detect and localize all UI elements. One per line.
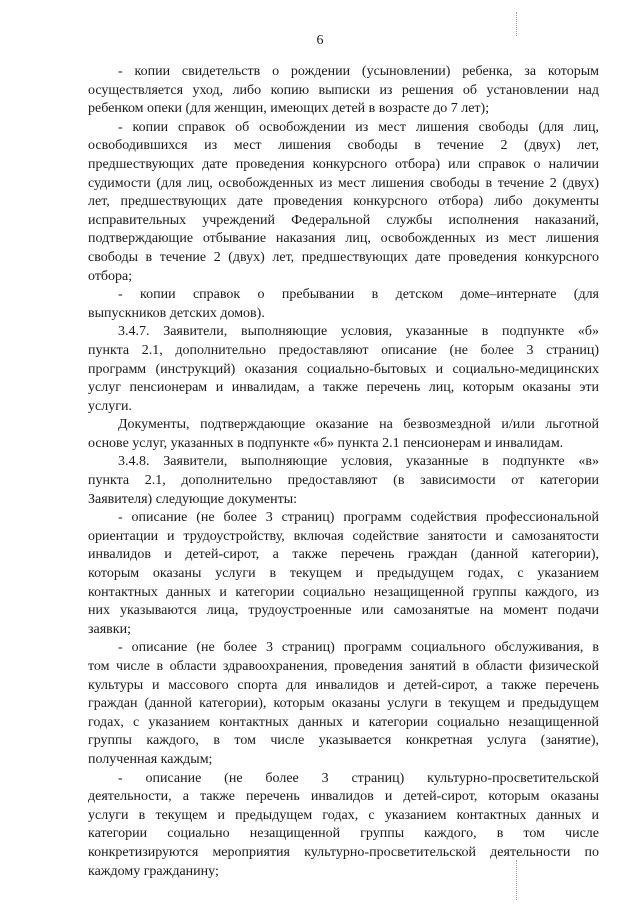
paragraph-cultural-activities bbox=[88, 770, 599, 882]
text-line: свободы в течение 2 (двух) лет, предшествующих дате проведения конкурсного bbox=[88, 249, 599, 265]
text-line: каждому гражданину; bbox=[88, 863, 219, 879]
text-line: Заявителя) следующие документы: bbox=[88, 491, 298, 507]
text-line: деятельности, а также перечень инвалидов и детей-сирот, которым оказаны bbox=[88, 789, 599, 805]
text-line: услуг пенсионерам и инвалидам, а также перечень лиц, которым оказаны эти bbox=[88, 380, 599, 396]
text-line: полученная каждым; bbox=[88, 751, 213, 767]
text-line: услуги. bbox=[88, 398, 132, 414]
text-line: лет, предшествующих дате проведения конкурсного отбора) либо документы bbox=[88, 194, 599, 210]
text-line: которым оказаны услуги в текущем и предыдущем годах, с указанием bbox=[88, 566, 599, 582]
text-line: них указываются лица, трудоустроенные или самозанятые на момент подачи bbox=[88, 603, 599, 619]
text-line: услуги в текущем и предыдущем годах, с указанием контактных данных и bbox=[88, 807, 599, 823]
text-line: конкретизируются мероприятия культурно-просветительской деятельности по bbox=[88, 844, 599, 860]
text-line: - копии свидетельств о рождении (усыновлении) ребенка, за которым bbox=[118, 64, 599, 79]
text-line: предшествующих дате проведения конкурсного отбора) или справок о наличии bbox=[88, 156, 599, 172]
text-line: 3.4.8. Заявители, выполняющие условия, указанные в подпункте «в» bbox=[118, 454, 599, 470]
text-line: годах, с указанием контактных данных и категории социально незащищенной bbox=[88, 714, 599, 730]
paragraph-employment-programs bbox=[88, 509, 599, 639]
text-line: основе услуг, указанных в подпункте «б» пункта 2.1 пенсионерам и инвалидам. bbox=[88, 435, 564, 451]
text-line: культуры и массового спорта для инвалидов и детей-сирот, а также перечень bbox=[88, 677, 599, 693]
text-line: - копии справок о пребывании в детском доме–интернате (для bbox=[118, 287, 599, 303]
text-line: 3.4.7. Заявители, выполняющие условия, указанные в подпункте «б» bbox=[118, 324, 599, 340]
paragraph-orphanage-certificates bbox=[88, 286, 599, 323]
text-line: - описание (не более 3 страниц) программ содействия профессиональной bbox=[118, 510, 599, 526]
paragraph-3-4-8 bbox=[88, 453, 599, 509]
text-line: выпускников детских домов). bbox=[88, 305, 265, 321]
text-line: - описание (не более 3 страниц) культурно-просветительской bbox=[118, 770, 599, 786]
text-line: том числе в области здравоохранения, проведения занятий в области физической bbox=[88, 659, 599, 674]
paragraph-child-birth-certificates bbox=[88, 63, 599, 119]
text-line: осуществляется уход, либо копию выписки из решения об установлении над bbox=[88, 82, 599, 98]
page-number: 6 bbox=[316, 33, 324, 48]
text-line: исправительных учреждений Федеральной службы исполнения наказаний, bbox=[88, 212, 599, 228]
paragraph-social-service-programs bbox=[88, 639, 599, 769]
text-line: инвалидов и детей-сирот, а также перечень граждан (данной категории), bbox=[88, 547, 599, 563]
text-line: пункта 2.1, дополнительно предоставляют описание (не более 3 страниц) bbox=[88, 342, 599, 358]
text-line: группы каждого, в том числе указывается конкретная услуга (занятие), bbox=[88, 733, 599, 749]
text-line: судимости (для лиц, освобожденных из мест лишения свободы в течение 2 (двух) bbox=[88, 175, 599, 191]
text-line: контактных данных и категории социально незащищенной группы каждого, из bbox=[88, 584, 599, 600]
text-line: ориентации и трудоустройству, включая содействие занятости и самозанятости bbox=[88, 528, 599, 544]
text-line: - описание (не более 3 страниц) программ социального обслуживания, в bbox=[118, 640, 599, 656]
paragraph-release-certificates bbox=[88, 119, 599, 286]
text-line: освободившихся из мест лишения свободы в течение 2 (двух) лет, bbox=[88, 138, 599, 154]
text-line: ребенком опеки (для женщин, имеющих детей в возрасте до 7 лет); bbox=[88, 101, 490, 117]
text-line: категории социально незащищенной группы каждого, в том числе bbox=[88, 826, 599, 842]
text-line: программ (инструкций) оказания социально-бытовых и социально-медицинских bbox=[88, 361, 599, 377]
text-line: подтверждающие отбывание наказания лиц, освобожденных из мест лишения bbox=[88, 231, 599, 247]
text-line: пункта 2.1, дополнительно предоставляют (в зависимости от категории bbox=[88, 473, 599, 489]
text-line: Документы, подтверждающие оказание на безвозмездной и/или льготной bbox=[118, 417, 599, 433]
text-line: граждан (данной категории), которым оказаны услуги в текущем и предыдущем bbox=[88, 696, 599, 712]
document-body bbox=[88, 63, 599, 881]
text-line: заявки; bbox=[88, 621, 131, 637]
paragraph-3-4-7 bbox=[88, 323, 599, 416]
text-line: отбора; bbox=[88, 268, 133, 284]
paragraph-free-services-documents bbox=[88, 416, 599, 453]
text-line: - копии справок об освобождении из мест лишения свободы (для лиц, bbox=[118, 119, 599, 135]
